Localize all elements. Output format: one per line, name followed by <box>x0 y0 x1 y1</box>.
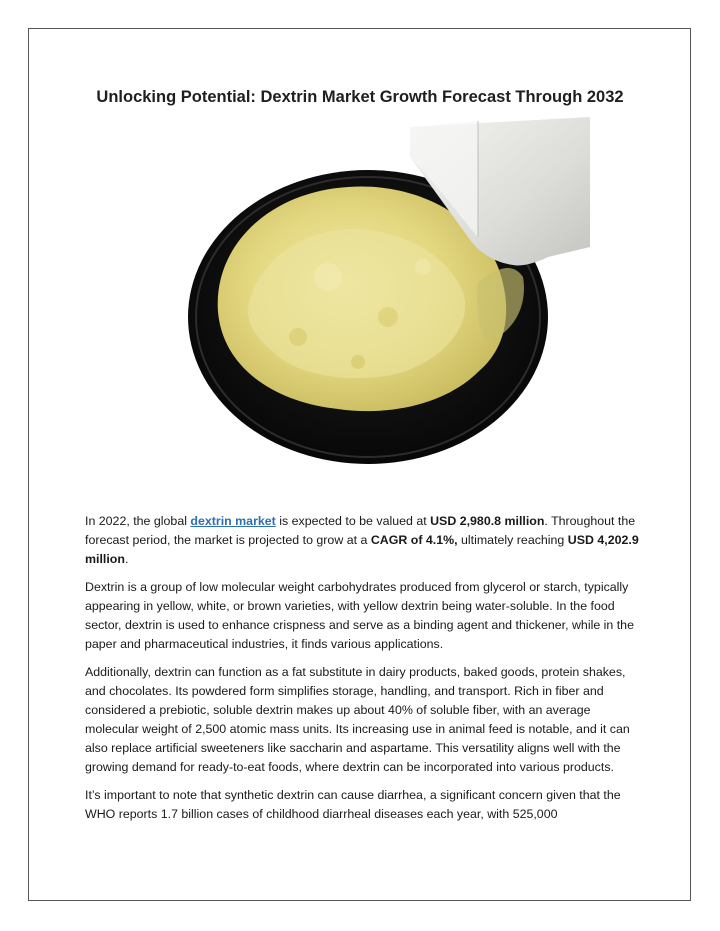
intro-text-4: ultimately reaching <box>457 533 568 547</box>
cagr-value: CAGR of 4.1%, <box>370 533 458 547</box>
paragraph-intro <box>85 512 641 569</box>
dextrin-powder-image <box>178 117 590 469</box>
paragraph-definition: Dextrin is a group of low molecular weight carbohydrates produced from glycerol or starch, typically appearing in yellow, white, or brown varieties, with yellow dextrin being water-soluble. In the food sector, dextrin is used to enhance crispness and serve as a binding agent and thickener, while in the paper and pharmaceutical industries, it finds various applications. <box>85 580 634 651</box>
dextrin-market-link[interactable]: dextrin market <box>190 514 276 528</box>
paragraph-concerns: It’s important to note that synthetic dextrin can cause diarrhea, a significant concern given that the WHO reports 1.7 billion cases of childhood diarrheal diseases each year, with 525,000 <box>85 788 621 821</box>
page-title: Unlocking Potential: Dextrin Market Growth Forecast Through 2032 <box>96 88 624 106</box>
market-value-2022: USD 2,980.8 million <box>430 514 545 528</box>
market-value-forecast: USD 4,202.9 million <box>85 533 639 566</box>
intro-text-3: . Throughout the forecast period, the market is projected to grow at a <box>85 514 636 547</box>
intro-text-5: . <box>124 552 129 566</box>
article-body <box>85 512 641 833</box>
paragraph-applications: Additionally, dextrin can function as a fat substitute in dairy products, baked goods, protein shakes, and chocolates. Its powdered form simplifies storage, handling, and transport. Rich in fiber and considered a prebiotic, soluble dextrin makes up about 40% of soluble fiber, with an average molecular weight of 2,500 atomic mass units. Its increasing use in animal feed is notable, and it can also replace artificial sweeteners like saccharin and aspartame. This versatility aligns well with the growing demand for ready-to-eat foods, where dextrin can be incorporated into various products. <box>85 665 630 774</box>
intro-text-1: In 2022, the global <box>85 514 191 528</box>
intro-text-2: is expected to be valued at <box>275 514 431 528</box>
